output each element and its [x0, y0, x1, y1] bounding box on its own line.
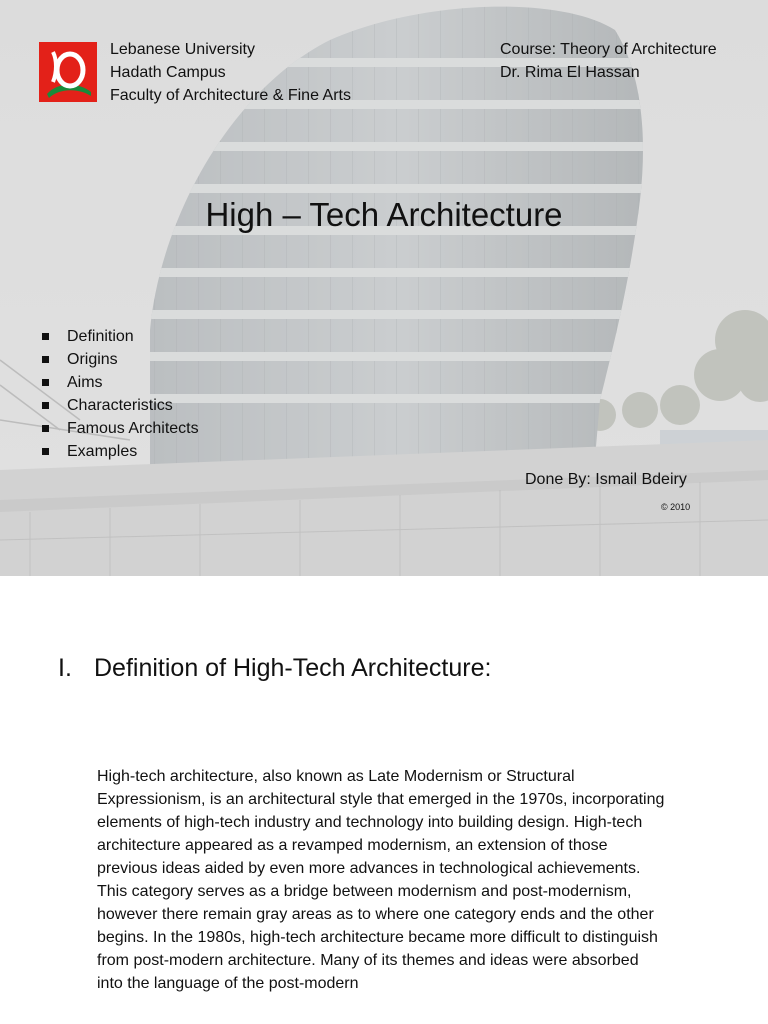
bullet-square-icon — [42, 379, 49, 386]
bullet-square-icon — [42, 402, 49, 409]
section-title: Definition of High-Tech Architecture: — [94, 654, 492, 682]
list-item — [42, 440, 199, 463]
course-info — [500, 38, 717, 84]
section-heading — [58, 654, 491, 683]
section-number: I. — [58, 654, 72, 682]
bullet-square-icon — [42, 425, 49, 432]
slide-title: High – Tech Architecture — [205, 196, 563, 233]
list-item-label: Aims — [67, 373, 103, 391]
list-item-label: Famous Architects — [67, 419, 199, 437]
copyright-notice: © 2010 — [661, 502, 691, 512]
list-item-label: Characteristics — [67, 396, 173, 414]
list-item-label: Examples — [67, 442, 138, 460]
university-name: Lebanese University — [110, 41, 255, 58]
course-name: Course: Theory of Architecture — [500, 41, 717, 58]
list-item — [42, 348, 199, 371]
faculty-name: Faculty of Architecture & Fine Arts — [110, 87, 351, 104]
list-item — [42, 394, 199, 417]
campus-name: Hadath Campus — [110, 64, 226, 81]
list-item — [42, 417, 199, 440]
instructor-name: Dr. Rima El Hassan — [500, 64, 640, 81]
topic-list — [42, 325, 199, 463]
lebanese-university-logo-icon — [39, 42, 97, 102]
university-info — [110, 38, 351, 107]
list-item — [42, 325, 199, 348]
list-item — [42, 371, 199, 394]
author-credit: Done By: Ismail Bdeiry — [525, 471, 687, 488]
definition-slide — [0, 576, 768, 1024]
bullet-square-icon — [42, 448, 49, 455]
list-item-label: Definition — [67, 327, 134, 345]
bullet-square-icon — [42, 333, 49, 340]
list-item-label: Origins — [67, 350, 118, 368]
definition-paragraph: High-tech architecture, also known as Late Modernism or Structural Expressionism, is an architectural style that emerged in the 1970s, incorporating elements of high-tech industry and technology into building design. High-tech architecture appeared as a revamped modernism, an extension of those previous ideas aided by even more advances in technological achievements. This category serves as a bridge between modernism and post-modernism, however there remain gray areas as to where one category ends and the other begins. In the 1980s, high-tech architecture became more difficult to distinguish from post-modern architecture. Many of its themes and ideas were absorbed into the language of the post-modern — [97, 768, 665, 992]
bullet-square-icon — [42, 356, 49, 363]
